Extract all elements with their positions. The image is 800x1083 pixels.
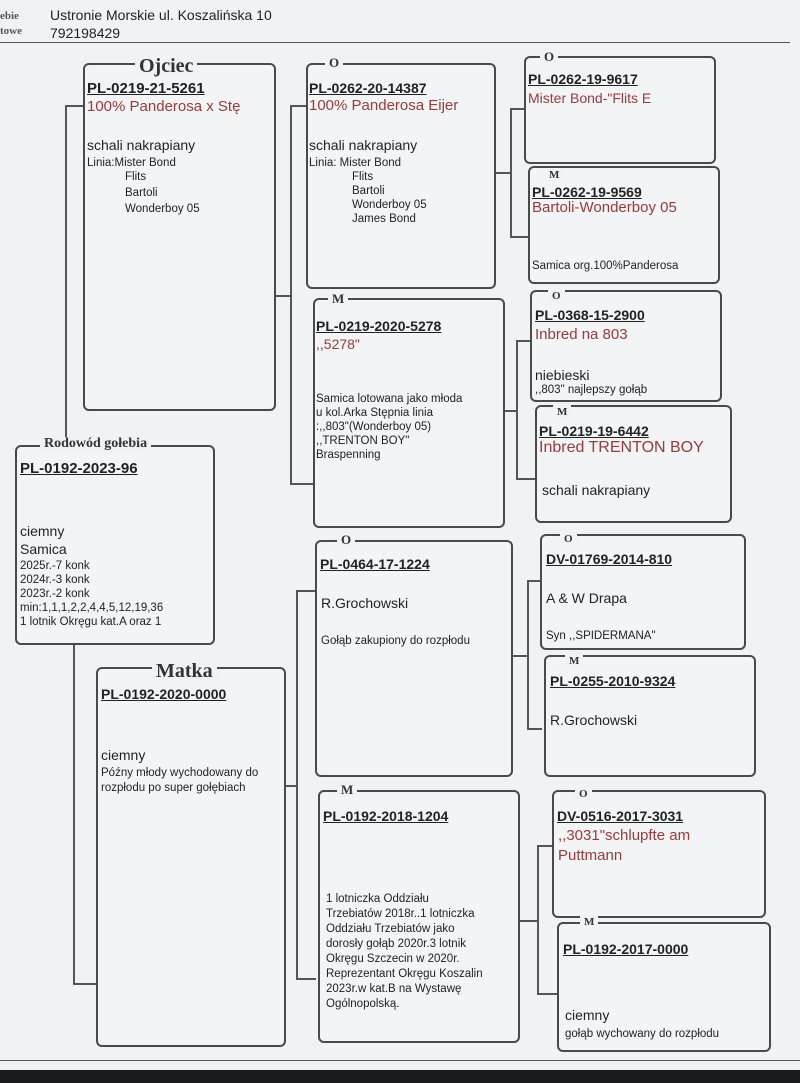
footer-rule	[0, 1060, 800, 1061]
paternal-grandmother-line-3: ,,TRENTON BOY"	[316, 435, 410, 447]
maternal-grandmother-ring-number: PL-0192-2018-1204	[323, 808, 449, 824]
father-line-2: Bartoli	[125, 187, 158, 199]
connector	[510, 236, 530, 238]
fm-father-color: niebieski	[535, 367, 590, 383]
paternal-grandmother-line-0: Samica lotowana jako młoda	[316, 393, 463, 405]
mm-father-breed-1: Puttmann	[558, 847, 623, 864]
mother-card	[96, 667, 286, 1047]
header-rule	[0, 42, 790, 43]
root-results-3: min:1,1,1,2,2,4,4,5,12,19,36	[20, 602, 164, 614]
fm-mother-color: schali nakrapiany	[542, 482, 651, 498]
maternal-grandmother-line-6: 2023r.w kat.B na Wystawę	[326, 983, 462, 995]
father-title: Ojciec	[135, 55, 197, 77]
ff-mother-ring-number: PL-0262-19-9569	[532, 184, 642, 200]
connector	[285, 785, 298, 787]
ff-mother-note: Samica org.100%Panderosa	[532, 260, 679, 272]
connector	[516, 478, 536, 480]
paternal-grandfather-color: schali nakrapiany	[309, 137, 418, 153]
breeder-phone: 792198429	[50, 25, 121, 41]
maternal-grandmother-tag: M	[337, 783, 357, 797]
maternal-grandfather-card	[315, 540, 513, 777]
ff-father-tag: O	[540, 50, 558, 64]
father-color: schali nakrapiany	[87, 137, 196, 153]
maternal-grandmother-line-0: 1 lotniczka Oddziału	[326, 893, 429, 905]
paternal-grandmother-ring-number: PL-0219-2020-5278	[316, 318, 442, 334]
root-results-4: 1 lotnik Okręgu kat.A oraz 1	[20, 616, 162, 628]
fm-father-note: ,,803" najlepszy gołąb	[535, 384, 648, 396]
connector	[275, 295, 292, 297]
mf-mother-tag: M	[565, 654, 583, 668]
connector	[520, 920, 539, 922]
mf-father-note: Syn ,,SPIDERMANA"	[546, 630, 656, 642]
paternal-grandmother-line-4: Braspenning	[316, 449, 381, 461]
maternal-grandmother-line-4: Okręgu Szczecin w 2020r.	[326, 953, 460, 965]
mm-mother-ring-number: PL-0192-2017-0000	[563, 941, 689, 957]
mother-color: ciemny	[101, 747, 146, 763]
mm-mother-note: gołąb wychowany do rozpłodu	[565, 1028, 720, 1040]
maternal-grandmother-line-3: dorosły gołąb 2020r.3 lotnik	[326, 938, 467, 950]
paternal-grandmother-line-1: u kol.Arka Stępnia linia	[316, 407, 433, 419]
paternal-grandfather-line-3: Wonderboy 05	[352, 199, 427, 211]
header-label-top: ebie	[0, 10, 19, 22]
mf-mother-breeder: R.Grochowski	[550, 712, 638, 728]
maternal-grandfather-note: Gołąb zakupiony do rozpłodu	[321, 635, 470, 647]
paternal-grandfather-line-0: Linia: Mister Bond	[309, 157, 402, 169]
paternal-grandfather-ring-number: PL-0262-20-14387	[309, 80, 427, 96]
maternal-grandfather-breeder: R.Grochowski	[321, 595, 409, 611]
connector	[296, 978, 316, 980]
root-results-1: 2024r.-3 konk	[20, 574, 90, 586]
root-sex: Samica	[20, 541, 67, 557]
root-color: ciemny	[20, 523, 65, 539]
father-line-0: Linia:Mister Bond	[87, 157, 176, 169]
father-breed: 100% Panderosa x Stę	[87, 98, 241, 115]
fm-mother-ring-number: PL-0219-19-6442	[539, 423, 649, 439]
mm-father-tag: O	[575, 787, 592, 801]
connector	[495, 172, 512, 174]
connector	[296, 590, 316, 592]
ff-mother-breed: Bartoli-Wonderboy 05	[532, 199, 677, 216]
father-line-1: Flits	[125, 171, 147, 183]
mother-title: Matka	[152, 660, 217, 682]
paternal-grandmother-line-2: :,,803"(Wonderboy 05)	[316, 421, 432, 433]
maternal-grandmother-line-2: Oddziału Trzebiatów jako	[326, 923, 455, 935]
connector	[513, 655, 529, 657]
root-title: Rodowód gołebia	[40, 437, 151, 451]
father-card	[83, 63, 276, 411]
mf-mother-ring-number: PL-0255-2010-9324	[550, 673, 676, 689]
ff-mother-tag: M	[545, 168, 563, 182]
connector	[290, 483, 315, 485]
fm-mother-breed: Inbred TRENTON BOY	[539, 439, 704, 456]
mm-mother-color: ciemny	[565, 1007, 610, 1023]
fm-father-ring-number: PL-0368-15-2900	[535, 307, 645, 323]
connector	[537, 845, 552, 847]
mother-line-0: Późny młody wychodowany do	[101, 767, 259, 779]
mm-father-breed-0: ,,3031"schlupfte am	[558, 827, 691, 844]
paternal-grandfather-breed: 100% Panderosa Eijer	[309, 97, 459, 114]
fm-father-breed: Inbred na 803	[535, 326, 628, 343]
ff-father-ring-number: PL-0262-19-9617	[528, 71, 638, 87]
connector	[537, 993, 557, 995]
maternal-grandmother-line-5: Reprezentant Okręgu Koszalin	[326, 968, 483, 980]
connector	[505, 410, 518, 412]
mf-father-tag: O	[560, 532, 577, 546]
maternal-grandmother-line-1: Trzebiatów 2018r..1 lotniczka	[326, 908, 475, 920]
mm-mother-tag: M	[580, 915, 598, 929]
mf-father-ring-number: DV-01769-2014-810	[546, 551, 673, 567]
mother-line-1: rozpłodu po super gołębiach	[101, 782, 246, 794]
connector	[73, 640, 75, 985]
maternal-grandfather-tag: O	[337, 533, 355, 547]
ff-father-breed: Mister Bond-"Flits E	[528, 90, 652, 106]
fm-father-tag: O	[548, 289, 565, 303]
paternal-grandmother-tag: M	[328, 292, 348, 306]
father-ring-number: PL-0219-21-5261	[87, 80, 205, 97]
paternal-grandfather-line-2: Bartoli	[352, 185, 385, 197]
paternal-grandfather-tag: O	[325, 56, 343, 70]
mm-father-ring-number: DV-0516-2017-3031	[557, 808, 684, 824]
connector	[65, 105, 85, 107]
paternal-grandmother-breed: ,,5278"	[316, 336, 360, 352]
maternal-grandfather-ring-number: PL-0464-17-1224	[320, 556, 430, 572]
breeder-address: Ustronie Morskie ul. Koszalińska 10	[50, 7, 272, 23]
connector	[73, 983, 98, 985]
mf-father-breeder: A & W Drapa	[546, 590, 627, 606]
root-ring-number: PL-0192-2023-96	[20, 460, 138, 477]
fm-mother-tag: M	[553, 405, 571, 419]
connector	[527, 728, 542, 730]
paternal-grandfather-line-4: James Bond	[352, 213, 416, 225]
maternal-grandmother-line-7: Ogólnopolską.	[326, 998, 400, 1010]
father-line-3: Wonderboy 05	[125, 203, 200, 215]
connector	[65, 105, 67, 445]
mother-ring-number: PL-0192-2020-0000	[101, 686, 227, 702]
header-label-bottom: towe	[0, 25, 22, 37]
root-results-0: 2025r.-7 konk	[20, 560, 90, 572]
root-results-2: 2023r.-2 konk	[20, 588, 90, 600]
paternal-grandfather-line-1: Flits	[352, 171, 374, 183]
